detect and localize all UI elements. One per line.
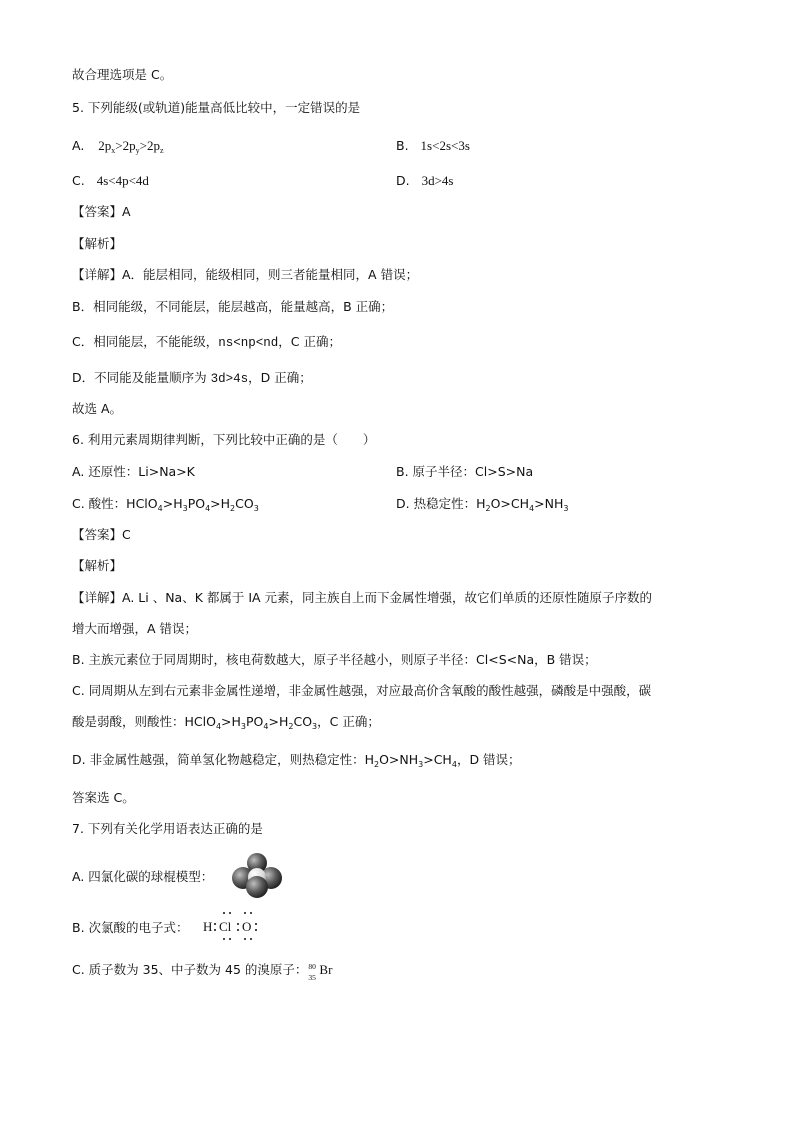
q6-answer: 【答案】C (72, 527, 131, 542)
q5-answer: 【答案】A (72, 204, 131, 219)
q7-stem: 7. 下列有关化学用语表达正确的是 (72, 821, 263, 836)
ball-and-stick-model-image (230, 852, 284, 898)
q5-detail-c: C．相同能层，不能能级，ns<np<nd，C 正确； (72, 334, 341, 350)
q5-option-b: B. 1s<2s<3s (396, 138, 470, 153)
q5-detail-d: D．不同能及能量顺序为 3d>4s，D 正确； (72, 370, 312, 386)
q6-detail-a-line2: 增大而增强，A 错误； (72, 621, 198, 636)
cl-top-dots (222, 912, 238, 916)
q5-conclusion: 故选 A。 (72, 401, 123, 416)
q6-detail-a-line1: 【详解】A. Li 、Na、K 都属于 IA 元素，同主族自上而下金属性增强，故它们单质的还原性随原子序数的 (72, 590, 653, 605)
q6-analysis-heading: 【解析】 (72, 558, 123, 573)
q6-option-c: C. 酸性：$HClO_4>H_3PO_4>H_2CO_3$ (72, 496, 259, 513)
q6-detail-c-line1: C. 同周期从左到右元素非金属性递增，非金属性越强，对应最高价含氧酸的酸性越强，磷酸是中强酸，碳 (72, 683, 652, 698)
q5-analysis-heading: 【解析】 (72, 236, 123, 251)
q5-option-d: D. 3d>4s (396, 173, 454, 188)
bond-dots-cl-o (237, 922, 240, 932)
q6-conclusion: 答案选 C。 (72, 790, 135, 805)
q7-option-a: A. 四氯化碳的球棍模型： (72, 869, 214, 884)
q5-option-c: C. 4s<4p<4d (72, 173, 149, 188)
q6-stem: 6. 利用元素周期律判断，下列比较中正确的是（ ） (72, 432, 376, 447)
bond-dots-h-cl (214, 922, 217, 932)
previous-conclusion: 故合理选项是 C。 (72, 67, 173, 82)
q7-option-c: C. 质子数为 35、中子数为 45 的溴原子： 80 35 Br (72, 961, 333, 982)
q5-option-a: A. $2p_x>2p_y>2p_z$ (72, 138, 164, 155)
electron-formula-h: H (203, 919, 213, 934)
q6-option-a: A. 还原性：Li>Na>K (72, 464, 195, 479)
o-top-dots (243, 912, 259, 916)
q6-detail-c-line2: 酸是弱酸，则酸性：$HClO_4>H_3PO_4>H_2CO_3$，C 正确； (72, 714, 380, 731)
cl-bottom-dots (222, 938, 238, 942)
isotope-notation: 80 35 (308, 961, 316, 982)
o-right-dots (255, 922, 258, 932)
electron-formula-cl: Cl (219, 919, 232, 934)
hclo-electron-formula (203, 910, 273, 944)
q6-option-d: D. 热稳定性：$H_2O>CH_4>NH_3$ (396, 496, 569, 513)
electron-formula-o: O (242, 919, 252, 934)
model-atom-bottom (246, 876, 268, 898)
q6-detail-d: D. 非金属性越强，简单氢化物越稳定，则热稳定性：$H_2O>NH_3>CH_4$，D 错误； (72, 752, 521, 769)
q6-detail-b: B. 主族元素位于同周期时，核电荷数越大，原子半径越小，则原子半径：Cl<S<Na，B 错误； (72, 652, 597, 667)
o-bottom-dots (243, 938, 259, 942)
q7-option-b: B. 次氯酸的电子式： (72, 920, 189, 935)
q5-detail-a: 【详解】A．能层相同，能级相同，则三者能量相同，A 错误； (72, 267, 419, 282)
q5-stem: 5. 下列能级(或轨道)能量高低比较中，一定错误的是 (72, 100, 361, 115)
q6-option-b: B. 原子半径：Cl>S>Na (396, 464, 534, 479)
q5-detail-b: B．相同能级，不同能层，能层越高，能量越高，B 正确； (72, 299, 394, 314)
